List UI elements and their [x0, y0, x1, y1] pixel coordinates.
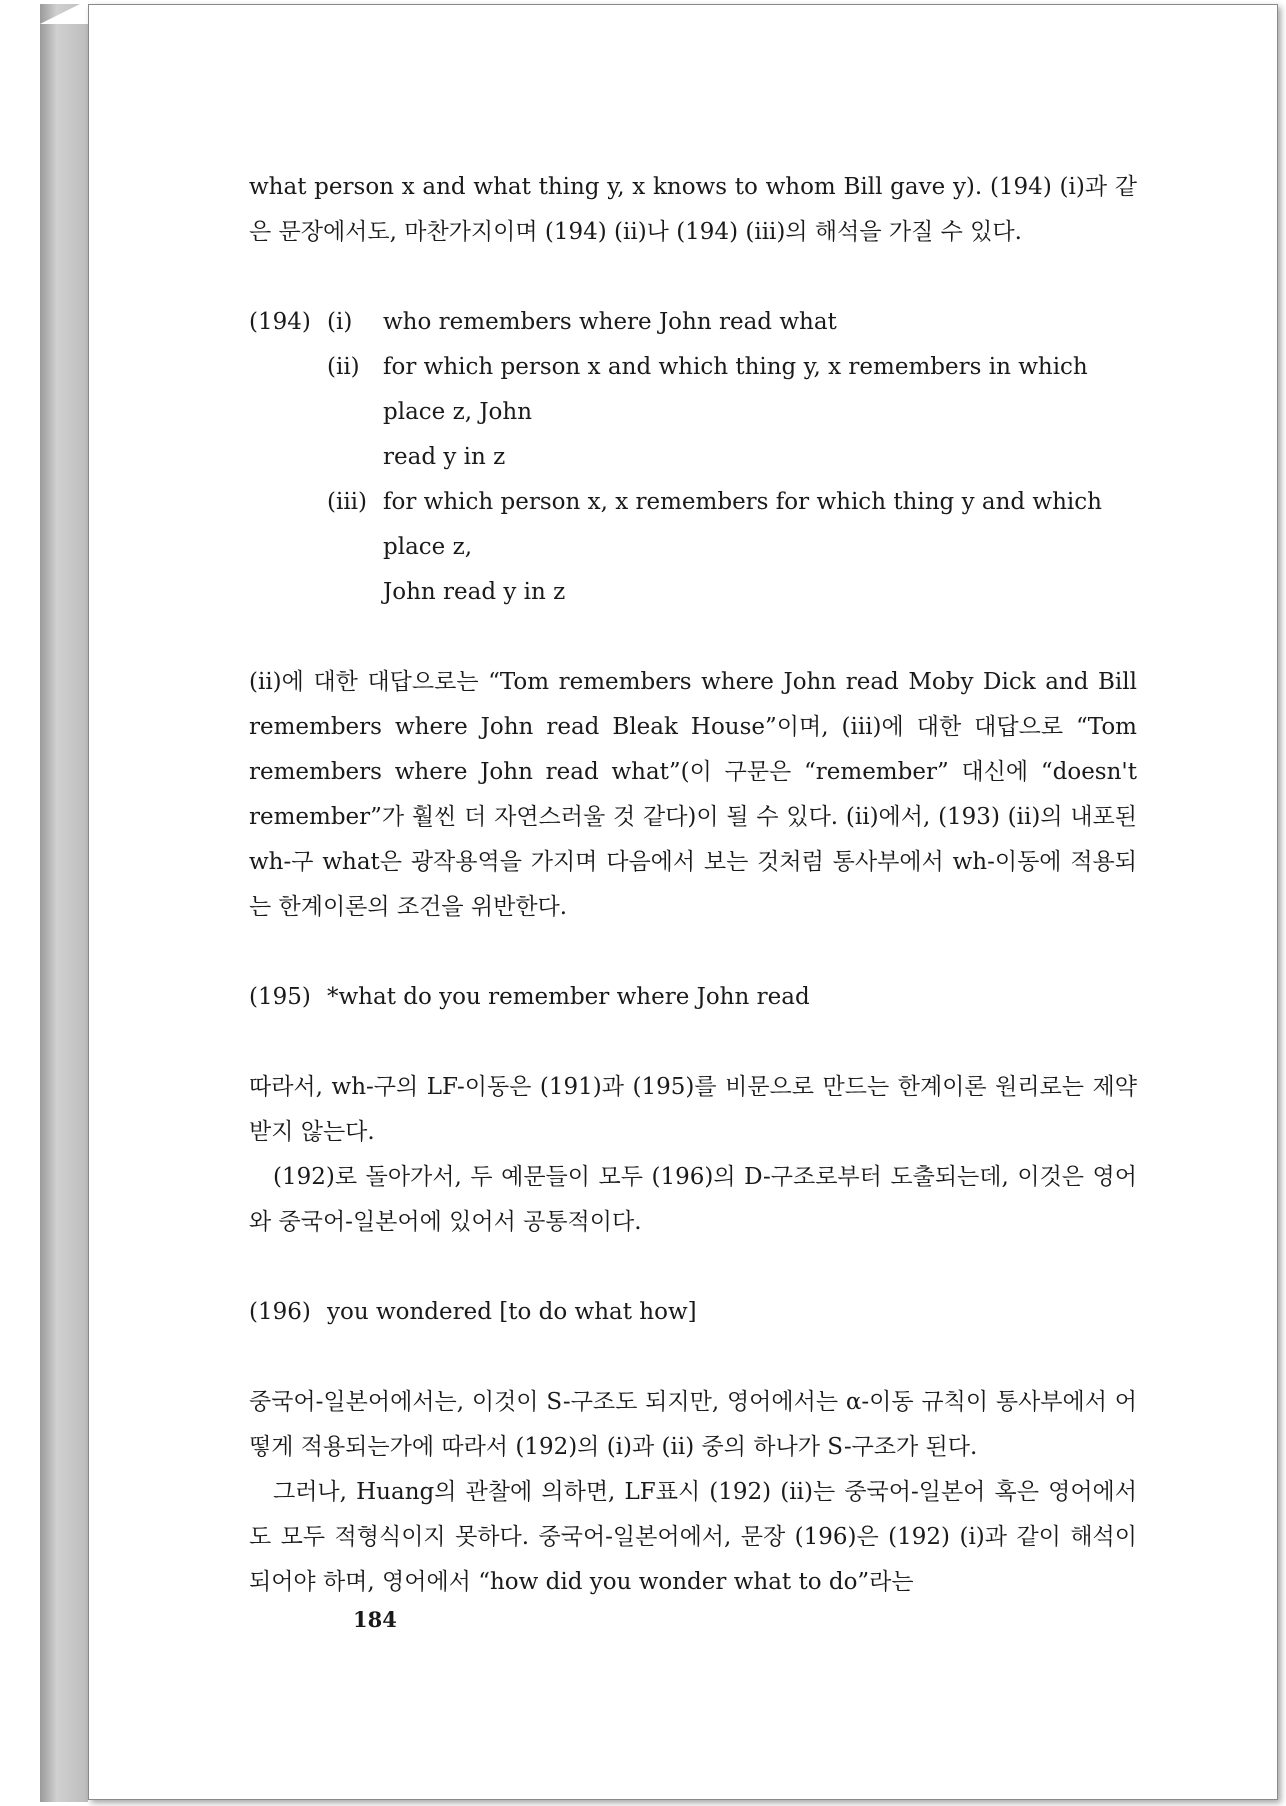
example-item-label: (iii): [327, 489, 368, 515]
example-number: (194): [249, 309, 311, 335]
example-194: [249, 300, 1137, 615]
example-item-text: for which person x, x remembers for which thing y and which place z,: [383, 489, 1102, 560]
example-number: (195): [249, 984, 311, 1010]
paragraph-6: 그러나, Huang의 관찰에 의하면, LF표시 (192) (ii)는 중국어-일본어 혹은 영어에서도 모두 적형식이지 못하다. 중국어-일본어에서, 문장 (196)은 (192) (i)과 같이 해석이 되어야 하며, 영어에서 “how did you wonder what to do”라는: [249, 1479, 1137, 1595]
example-number: (196): [249, 1299, 311, 1325]
paragraph-3: 따라서, wh-구의 LF-이동은 (191)과 (195)를 비문으로 만드는 한계이론 원리로는 제약받지 않는다.: [249, 1074, 1137, 1145]
book-spine: [40, 4, 88, 1802]
example-item-continuation: John read y in z: [383, 579, 566, 605]
page-content: [249, 165, 1137, 1605]
paragraph-4: (192)로 돌아가서, 두 예문들이 모두 (196)의 D-구조로부터 도출되는데, 이것은 영어와 중국어-일본어에 있어서 공통적이다.: [249, 1164, 1137, 1235]
example-item-text: who remembers where John read what: [383, 309, 837, 335]
example-196: [249, 1290, 1137, 1335]
paragraph-1: what person x and what thing y, x knows to whom Bill gave y). (194) (i)과 같은 문장에서도, 마찬가지이며 (194) (ii)나 (194) (iii)의 해석을 가질 수 있다.: [249, 174, 1137, 245]
book-page: [88, 4, 1278, 1800]
example-item-label: (i): [327, 309, 353, 335]
example-text: *what do you remember where John read: [327, 984, 810, 1010]
example-195: [249, 975, 1137, 1020]
example-item-text: for which person x and which thing y, x remembers in which place z, John: [383, 354, 1088, 425]
example-text: you wondered [to do what how]: [327, 1299, 697, 1325]
paragraph-2: (ii)에 대한 대답으로는 “Tom remembers where John read Moby Dick and Bill remembers where John read Bleak House”이며, (iii)에 대한 대답으로 “Tom remembers where John read what”(이 구문은 “remember” 대신에 “doesn't remember”가 훨씬 더 자연스러울 것 같다)이 될 수 있다. (ii)에서, (193) (ii)의 내포된 wh-구 what은 광작용역을 가지며 다음에서 보는 것처럼 통사부에서 wh-이동에 적용되는 한계이론의 조건을 위반한다.: [249, 669, 1137, 920]
example-item-label: (ii): [327, 354, 360, 380]
paragraph-5: 중국어-일본어에서는, 이것이 S-구조도 되지만, 영어에서는 α-이동 규칙이 통사부에서 어떻게 적용되는가에 따라서 (192)의 (i)과 (ii) 중의 하나가 S-구조가 된다.: [249, 1389, 1137, 1460]
page-number: 184: [353, 1607, 397, 1632]
example-item-continuation: read y in z: [383, 444, 506, 470]
